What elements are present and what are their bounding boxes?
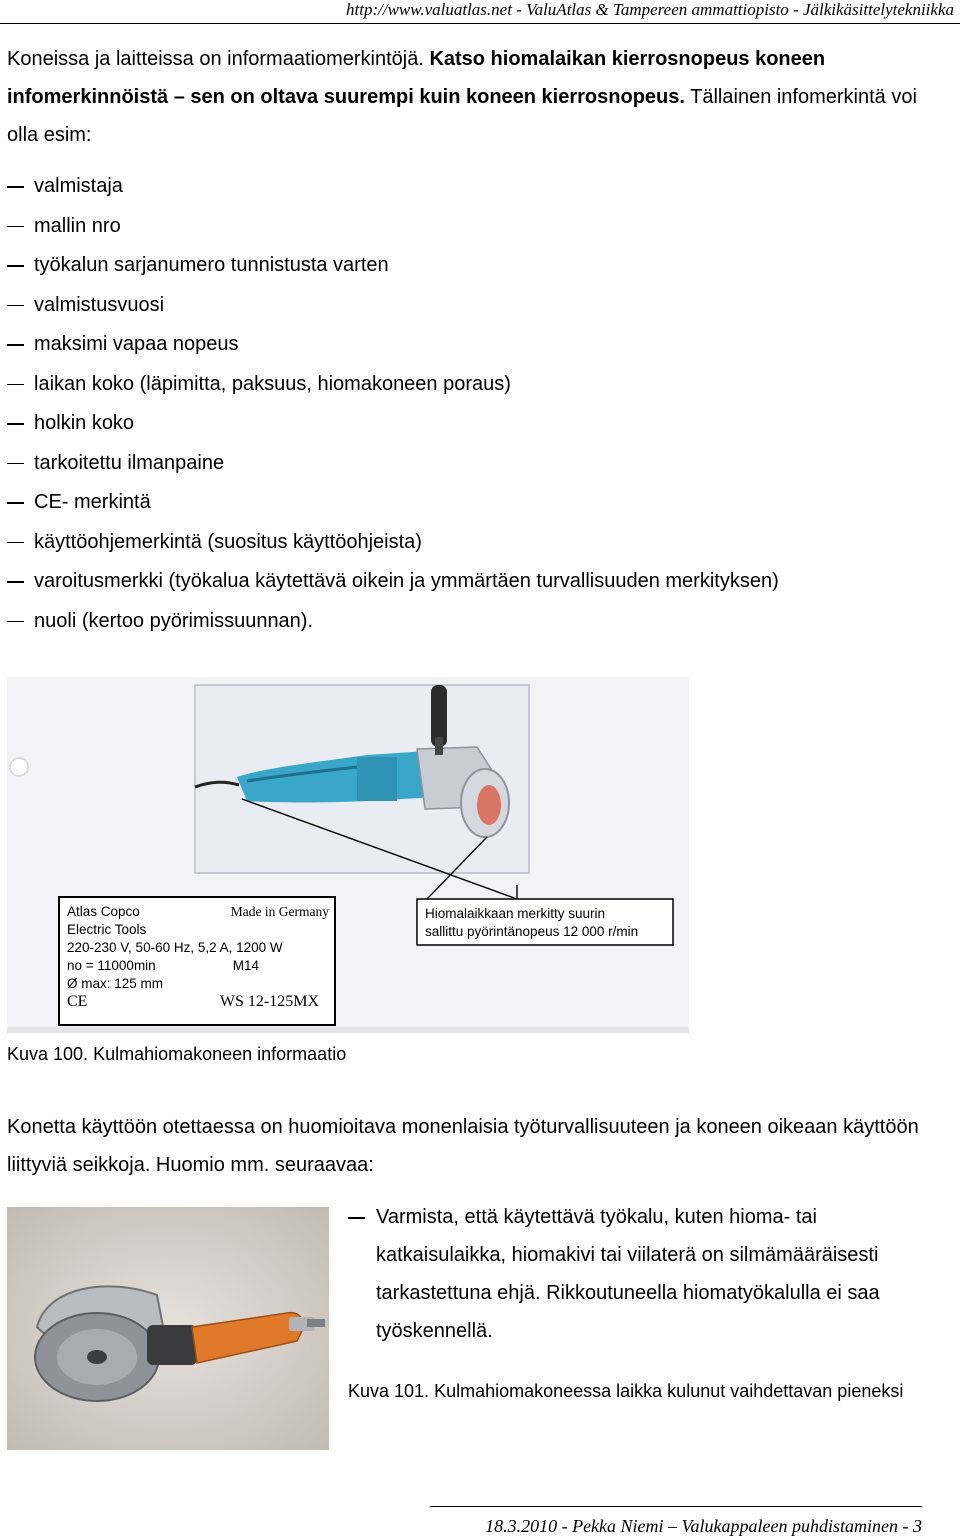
list-item-text: tarkoitettu ilmanpaine (34, 451, 225, 474)
dash-bullet-icon (7, 581, 24, 583)
dash-bullet-icon (7, 542, 24, 544)
dash-bullet-icon (7, 423, 24, 425)
footer-divider (430, 1506, 922, 1507)
page-header: http://www.valuatlas.net - ValuAtlas & Tampereen ammattiopisto - Jälkikäsittelytekniikka (346, 0, 954, 19)
plate-origin: Made in Germany (230, 904, 329, 919)
list-item-text: valmistaja (34, 175, 123, 197)
callout-line: Hiomalaikkaan merkitty suurin (425, 906, 606, 921)
list-item-text: työkalun sarjanumero tunnistusta varten (34, 254, 389, 276)
safety-paragraph: Konetta käyttöön otettaessa on huomioitava monenlaisia työturvallisuuteen ja koneen oikeaan käyttöön liittyviä seikkoja. Huomio mm. seuraavaa: (7, 1116, 919, 1176)
plate-thread: M14 (232, 958, 259, 973)
dash-bullet-icon (7, 621, 24, 623)
list-item-text: valmistusvuosi (34, 293, 165, 316)
list-item (7, 523, 779, 563)
list-item (7, 167, 779, 207)
worn-disc-grinder-illustration (7, 1207, 329, 1450)
dash-bullet-icon (7, 384, 24, 386)
figure-caption: Kuva 100. Kulmahiomakoneen informaatio (7, 1044, 347, 1064)
intro-text-end: Tällainen infomerkintä voi olla esim: (7, 86, 917, 146)
list-item-text: CE- merkintä (34, 491, 151, 513)
dash-bullet-icon (7, 344, 24, 346)
list-item (7, 365, 779, 405)
plate-speed: no = 11000min (67, 958, 156, 973)
list-item (7, 207, 779, 247)
safety-bullet (348, 1198, 948, 1350)
list-item-text: käyttöohjemerkintä (suositus käyttöohjeista) (34, 530, 422, 553)
info-marking-list (7, 167, 779, 641)
header-divider (0, 23, 960, 24)
dash-bullet-icon (7, 186, 24, 188)
intro-text: Koneissa ja laitteissa on informaatiomerkintöjä. (7, 48, 430, 70)
info-plate (67, 903, 329, 1021)
plate-model: WS 12-125MX (219, 993, 319, 1010)
list-item-text: nuoli (kertoo pyörimissuunnan). (34, 609, 314, 632)
dash-bullet-icon (7, 265, 24, 267)
safety-bullet-text: Varmista, että käytettävä työkalu, kuten hioma- tai katkaisulaikka, hiomakivi tai viilaterä on silmämääräisesti tarkastettuna ehjä. Rikkoutuneella hiomatyökalulla ei saa työskennellä. (376, 1206, 880, 1342)
page-footer: 18.3.2010 - Pekka Niemi – Valukappaleen puhdistaminen - 3 (485, 1516, 922, 1536)
dash-bullet-icon (7, 502, 24, 504)
plate-ce-mark: CE (67, 993, 88, 1010)
list-item-text: varoitusmerkki (työkalua käytettävä oikein ja ymmärtäen turvallisuuden merkityksen) (34, 570, 779, 592)
figure-caption: Kuva 101. Kulmahiomakoneessa laikka kulunut vaihdettavan pieneksi (348, 1381, 904, 1401)
list-item (7, 286, 779, 326)
dash-bullet-icon (7, 305, 24, 307)
intro-paragraph (7, 40, 947, 154)
list-item (7, 246, 779, 286)
list-item (7, 602, 779, 642)
list-item-text: holkin koko (34, 412, 135, 434)
list-item (7, 444, 779, 484)
plate-electrical-rating: 220-230 V, 50-60 Hz, 5,2 A, 1200 W (67, 940, 283, 955)
callout-line: sallittu pyörintänopeus 12 000 r/min (425, 924, 639, 939)
list-item (7, 483, 779, 523)
list-item-text: laikan koko (läpimitta, paksuus, hiomakoneen poraus) (34, 372, 511, 395)
list-item (7, 404, 779, 444)
angle-grinder-info-photo (7, 677, 689, 1033)
list-item-text: mallin nro (34, 214, 121, 237)
dash-bullet-icon (7, 226, 24, 228)
plate-max-diameter: Ø max: 125 mm (67, 976, 164, 991)
dash-bullet-icon (7, 463, 24, 465)
speed-callout (425, 905, 669, 941)
dash-bullet-icon (348, 1217, 365, 1219)
worn-grinder-photo (7, 1207, 329, 1450)
list-item (7, 325, 779, 365)
list-item (7, 562, 779, 602)
intro-bold-text: Katso hiomalaikan kierrosnopeus koneen infomerkinnöistä – sen on oltava suurempi kuin koneen kierrosnopeus. (7, 48, 826, 108)
plate-division: Electric Tools (67, 922, 147, 937)
plate-manufacturer: Atlas Copco (67, 904, 140, 919)
list-item-text: maksimi vapaa nopeus (34, 333, 239, 355)
